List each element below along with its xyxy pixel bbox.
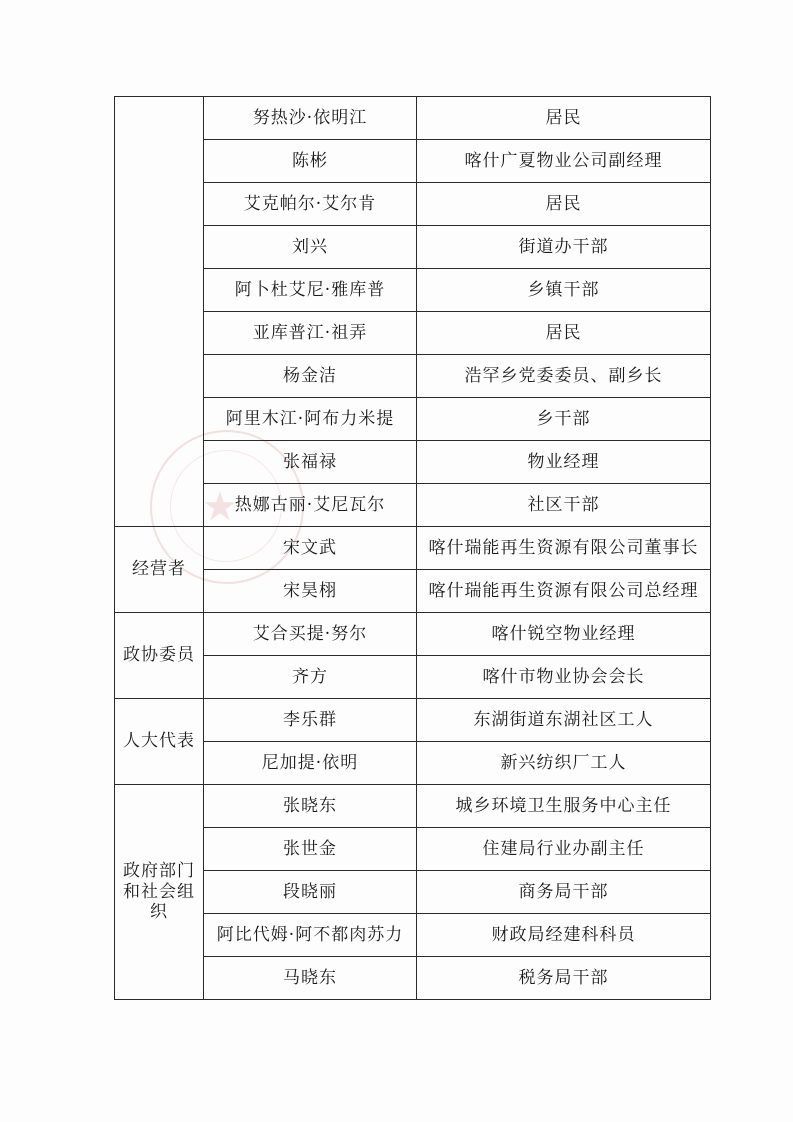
member-role: 乡镇干部	[417, 269, 711, 312]
member-role: 城乡环境卫生服务中心主任	[417, 785, 711, 828]
member-role: 喀什市物业协会会长	[417, 656, 711, 699]
member-name: 张世金	[204, 828, 417, 871]
member-name: 杨金洁	[204, 355, 417, 398]
group-label-cell	[115, 97, 204, 527]
member-name: 努热沙·依明江	[204, 97, 417, 140]
member-name: 艾克帕尔·艾尔肯	[204, 183, 417, 226]
member-name: 陈彬	[204, 140, 417, 183]
table-row	[115, 957, 711, 1000]
member-role: 新兴纺织厂工人	[417, 742, 711, 785]
table-row	[115, 656, 711, 699]
table-row	[115, 527, 711, 570]
member-name: 阿里木江·阿布力米提	[204, 398, 417, 441]
roster-body	[115, 97, 711, 1000]
member-role: 喀什广夏物业公司副经理	[417, 140, 711, 183]
table-row	[115, 183, 711, 226]
member-name: 尼加提·依明	[204, 742, 417, 785]
group-label-cell: 经营者	[115, 527, 204, 613]
table-row	[115, 699, 711, 742]
member-role: 喀什锐空物业经理	[417, 613, 711, 656]
member-role: 东湖街道东湖社区工人	[417, 699, 711, 742]
member-name: 李乐群	[204, 699, 417, 742]
member-role: 社区干部	[417, 484, 711, 527]
member-name: 阿比代姆·阿不都肉苏力	[204, 914, 417, 957]
member-name: 宋文武	[204, 527, 417, 570]
member-role: 居民	[417, 312, 711, 355]
member-name: 马晓东	[204, 957, 417, 1000]
member-role: 商务局干部	[417, 871, 711, 914]
table-row	[115, 914, 711, 957]
seal-star-icon: ★	[202, 484, 238, 530]
member-name: 张晓东	[204, 785, 417, 828]
member-name: 齐方	[204, 656, 417, 699]
member-roster-table	[114, 96, 711, 1000]
member-role: 居民	[417, 183, 711, 226]
table-row	[115, 398, 711, 441]
member-role: 税务局干部	[417, 957, 711, 1000]
member-role: 喀什瑞能再生资源有限公司董事长	[417, 527, 711, 570]
table-row	[115, 269, 711, 312]
table-row	[115, 484, 711, 527]
member-role: 喀什瑞能再生资源有限公司总经理	[417, 570, 711, 613]
member-role: 乡干部	[417, 398, 711, 441]
table-row	[115, 613, 711, 656]
table-row	[115, 312, 711, 355]
member-role: 住建局行业办副主任	[417, 828, 711, 871]
member-role: 财政局经建科科员	[417, 914, 711, 957]
member-name: 热娜古丽·艾尼瓦尔	[204, 484, 417, 527]
member-name: 张福禄	[204, 441, 417, 484]
group-label-cell: 人大代表	[115, 699, 204, 785]
member-name: 刘兴	[204, 226, 417, 269]
member-role: 物业经理	[417, 441, 711, 484]
table-row	[115, 140, 711, 183]
table-row	[115, 441, 711, 484]
member-role: 浩罕乡党委委员、副乡长	[417, 355, 711, 398]
member-name: 亚库普江·祖弄	[204, 312, 417, 355]
table-row	[115, 570, 711, 613]
member-role: 居民	[417, 97, 711, 140]
table-row	[115, 742, 711, 785]
table-row	[115, 97, 711, 140]
member-name: 宋昊栩	[204, 570, 417, 613]
member-name: 段晓丽	[204, 871, 417, 914]
group-label-cell: 政府部门和社会组织	[115, 785, 204, 1000]
table-row	[115, 828, 711, 871]
group-label-cell: 政协委员	[115, 613, 204, 699]
table-row	[115, 785, 711, 828]
member-role: 街道办干部	[417, 226, 711, 269]
table-row	[115, 226, 711, 269]
table-row	[115, 871, 711, 914]
table-row	[115, 355, 711, 398]
member-name: 阿卜杜艾尼·雅库普	[204, 269, 417, 312]
member-name: 艾合买提·努尔	[204, 613, 417, 656]
